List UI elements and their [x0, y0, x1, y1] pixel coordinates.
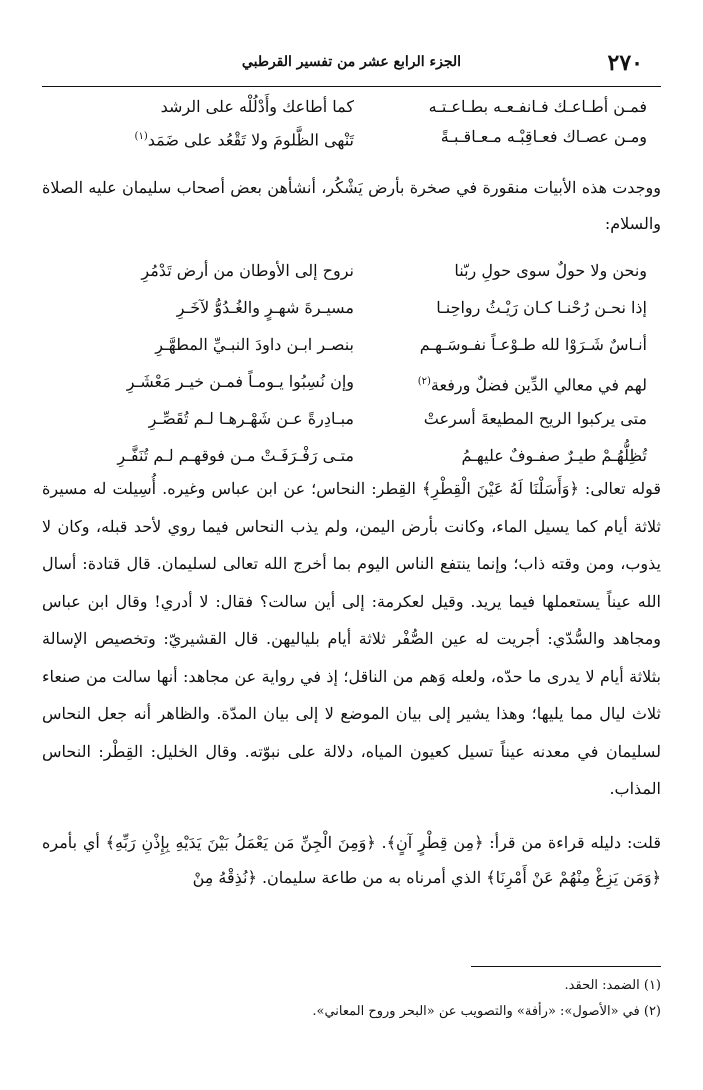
verse-first-hemistich [347, 363, 647, 403]
poem-block-2 [42, 252, 661, 474]
footnote-2: (٢) في «الأصول»: «رأفة» والتصويب عن «البحر وروح المعاني». [312, 1004, 661, 1019]
commentary-paragraph: قوله تعالى: ﴿وَأَسَلْنَا لَهُ عَيْنَ الْقِطْرِ﴾ القِطر: النحاس؛ عن ابن عباس وغيره. أُسِيلت له مسيرة ثلاثة أيام كما يسيل الماء، وكانت بأرض اليمن، ولم يذب النحاس فيما روي لأحد قبله، وكان لا يذوب، ومن وقته ذاب؛ وإنما ينتفع الناس اليوم بما أخرج الله تعالى لسليمان. قال قتادة: أسال الله عيناً يستعملها فيما يريد. وقيل لعكرمة: إلى أين سالت؟ فقال: لا أدري! وقال ابن عباس ومجاهد والسُّدّي: أجريت له عين الصُّفْر ثلاثة أيام بلياليهن. قال القشيريّ: وتخصيص الإسالة بثلاثة أيام لا يدرى ما حدّه، ولعله وَهم من الناقل؛ إذ في رواية عن مجاهد: أنها سالت من صنعاء ثلاث ليال مما يليها؛ وهذا يشير إلى بيان الموضع لا إلى بيان المدّة. والظاهر أنه جعل النحاس لسليمان في معدنه عيناً تسيل كعيون المياه، دلالة على نبوّته. وقال الخليل: القِطْر: النحاس المذاب. [42, 479, 662, 798]
verse-first-hemistich: أنـاسٌ شَـرَوْا لله طـوْعـاً نفـوسَـهـم [419, 335, 647, 354]
verse-row [42, 252, 661, 289]
footnote-divider [471, 966, 661, 967]
page-header [42, 46, 661, 87]
verse-second-hemistich: مسيـرةَ شهـرٍ والغُـدُوُّ لآخَـرِ [176, 298, 354, 317]
page-number: ٢٧٠ [607, 50, 643, 76]
footnote-marker[interactable]: (٢) [417, 376, 431, 387]
verse-second-hemistich: كما أطاعك وأَدْلُلْه على الرشد [160, 97, 354, 116]
verse-row [42, 363, 661, 400]
footnote-1: (١) الضمد: الحقد. [564, 978, 661, 993]
verse-text: تَنْهى الظَّلومَ ولا تَقْعُد على ضَمَد [147, 130, 354, 150]
verse-second-hemistich: وإن نُسِبُوا يـومـاً فمـن خيـر مَعْشَـرِ [126, 372, 354, 391]
verse-row [42, 437, 661, 474]
verse-first-hemistich: متى يركبوا الريح المطيعةَ أسرعتْ [423, 409, 647, 428]
verse-second-hemistich: بنصـر ابـن داودَ النبـيِّ المطهَّـرِ [155, 335, 354, 354]
footnotes [42, 973, 661, 1025]
verse-second-hemistich: نروح إلى الأوطان من أرض تَدْمُرِ [141, 261, 354, 280]
verse-row [42, 122, 661, 152]
verse-row [42, 326, 661, 363]
verse-first-hemistich: فمـن أطـاعـك فـانفـعـه بطـاعـتـه [428, 97, 647, 116]
running-title: الجزء الرابع عشر من تفسير القرطبي [241, 54, 462, 70]
verse-first-hemistich: إذا نحـن رُحْنـا كـان رَيْـثُ رواحِنـا [436, 298, 647, 317]
verse-first-hemistich: ومـن عصـاك فعـاقِبْـه مـعـاقـبـةً [440, 127, 647, 146]
verse-row [42, 400, 661, 437]
verse-second-hemistich [54, 122, 354, 155]
intro-paragraph: ووجدت هذه الأبيات منقورة في صخرة بأرض يَشْكُر، أنشأهن بعض أصحاب سليمان عليه الصلاة والسلام: [42, 178, 661, 233]
verse-first-hemistich: ونحن ولا حولٌ سوى حولِ ربّنا [454, 261, 647, 280]
commentary-paragraph-2: قلت: دليله قراءة من قرأ: ﴿مِن قِطْرٍ آنٍ﴾. ﴿وَمِنَ الْجِنِّ مَن يَعْمَلُ بَيْنَ يَدَيْهِ بِإِذْنِ رَبِّهِ﴾ أي بأمره ﴿وَمَن يَزِغْ مِنْهُمْ عَنْ أَمْرِنَا﴾ الذي أمرناه به من طاعة سليمان. ﴿نُذِقْهُ مِنْ [42, 833, 661, 887]
verse-second-hemistich: مبـادِرةً عـن شَهْـرهـا لـم تُقَصِّـرِ [148, 409, 354, 428]
verse-row [42, 289, 661, 326]
verse-row [42, 92, 661, 122]
poem-block-1 [42, 92, 661, 152]
footnote-marker[interactable]: (١) [134, 131, 148, 142]
verse-first-hemistich: تُظِلُّهُـمْ طيـرٌ صفـوفٌ عليهـمُ [461, 446, 647, 465]
verse-text: لهم في معالي الدِّين فضلٌ ورفعة [430, 375, 647, 395]
verse-second-hemistich: متـى رَفْـرَفَـتْ مـن فوقهـم لـم تُنَفَّـرِ [117, 446, 354, 465]
